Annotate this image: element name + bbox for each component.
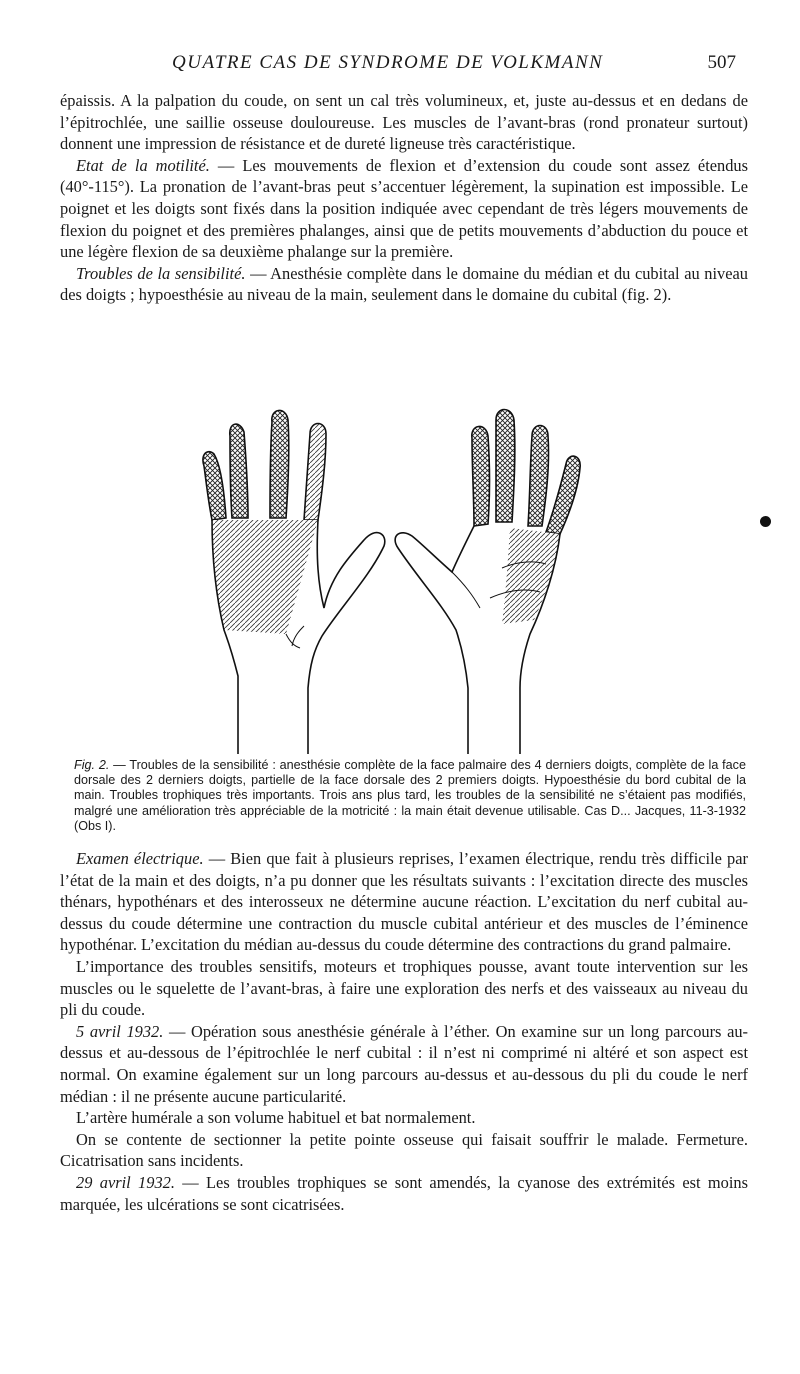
figure-caption: [74, 758, 746, 834]
paragraph-text: — Les troubles trophiques se sont amendés, la cyanose des extrémités est moins marquée, les ulcérations se sont cicatrisées.: [60, 1172, 749, 1214]
hands-illustration: [190, 408, 620, 754]
figure-caption-text: — Troubles de la sensibilité : anesthésie complète de la face palmaire des 4 derniers doigts, complète de la face dorsale des 2 derniers doigts, partielle de la face dorsale des 2 premiers doigts. Hypoesthésie du bord cubital de la main. Troubles trophiques très importants. Trois ans plus tard, les troubles de la sensibilité ne s’étaient pas modifiés, malgré une amélioration très appréciable de la motricité : la main était devenue utilisable. Cas D... Jacques, 11-3-1932 (Obs I).: [74, 758, 746, 833]
paragraph-lead: 5 avril 1932.: [76, 1021, 164, 1041]
paragraph: [60, 90, 748, 155]
left-hand-dorsal: [203, 410, 385, 754]
paragraph: [60, 1129, 748, 1172]
paragraph-lead: Examen électrique.: [76, 849, 204, 868]
paragraph: [60, 1021, 748, 1107]
figure-label: Fig. 2.: [74, 758, 110, 772]
paragraph-text: L’importance des troubles sensitifs, moteurs et trophiques pousse, avant toute intervention sur les muscles ou le squelette de l’avant-bras, à faire une exploration des nerfs et des vaisseaux au niveau du pli du coude.: [60, 956, 748, 1020]
margin-dot: [760, 516, 771, 527]
paragraph-text: — Anesthésie complète dans le domaine du médian et du cubital au niveau des doigts ; hypoesthésie au niveau de la main, seulement dans le domaine du cubital (fig. 2).: [60, 263, 748, 305]
right-hand-palmar: [395, 410, 580, 755]
paragraph-text: — Bien que fait à plusieurs reprises, l’examen électrique, rendu très difficile par l’état de la main et des doigts, n’a pu donner que les résultats suivants : l’excitation directe des muscles thénars, hypothénars et des interosseux ne détermine aucune réaction. L’excitation du nerf cubital au-dessus du coude détermine une contraction du muscle cubital antérieur et des muscles de l’éminence hypothénar. L’excitation du médian au-dessus du coude détermine des contractions du grand palmaire.: [60, 849, 748, 955]
paragraph-text: — Les mouvements de flexion et d’extension du coude sont assez étendus (40°-115°). La pronation de l’avant-bras peut s’accentuer légèrement, la supination est impossible. Le poignet et les doigts sont fixés dans la position indiquée avec cependant de très légers mouvements de flexion du poignet et des premières phalanges, ainsi que de petits mouvements d’abduction du pouce et une légère flexion de sa deuxième phalange sur la première.: [60, 155, 748, 262]
paragraph: [60, 956, 748, 1021]
page-number: 507: [707, 52, 736, 73]
paragraph: [60, 1172, 748, 1215]
paragraph-lead: 29 avril 1932.: [76, 1172, 175, 1192]
paragraph-text: épaissis. A la palpation du coude, on sent un cal très volumineux, et, juste au-dessus et en dedans de l’épitrochlée, une saillie osseuse douloureuse. Les muscles de l’avant-bras (rond pronateur surtout) donnent une impression de résistance et de dureté ligneuse très caractéristique.: [60, 91, 748, 154]
paragraph: [60, 848, 748, 956]
running-title: QUATRE CAS DE SYNDROME DE VOLKMANN: [172, 52, 604, 73]
paragraph-lead: Troubles de la sensibilité.: [76, 263, 246, 283]
running-head: [60, 52, 750, 78]
paragraph-text: On se contente de sectionner la petite pointe osseuse qui faisait souffrir le malade. Fermeture. Cicatrisation sans incidents.: [60, 1129, 748, 1171]
body-text-top: [60, 90, 748, 306]
paragraph: [60, 263, 748, 306]
paragraph-text: L’artère humérale a son volume habituel et bat normalement.: [76, 1108, 476, 1128]
paragraph: [60, 155, 748, 263]
paragraph: [60, 1107, 748, 1129]
body-text-bottom: [60, 848, 748, 1215]
paragraph-text: — Opération sous anesthésie générale à l’éther. On examine sur un long parcours au-dessus et au-dessous de l’épitrochlée le nerf cubital : il n’est ni comprimé ni altéré et son aspect est normal. On examine également sur un long parcours au-dessus et au-dessous du pli du coude le nerf médian : il ne présente aucune particularité.: [60, 1021, 748, 1106]
paragraph-lead: Etat de la motilité.: [76, 155, 210, 175]
